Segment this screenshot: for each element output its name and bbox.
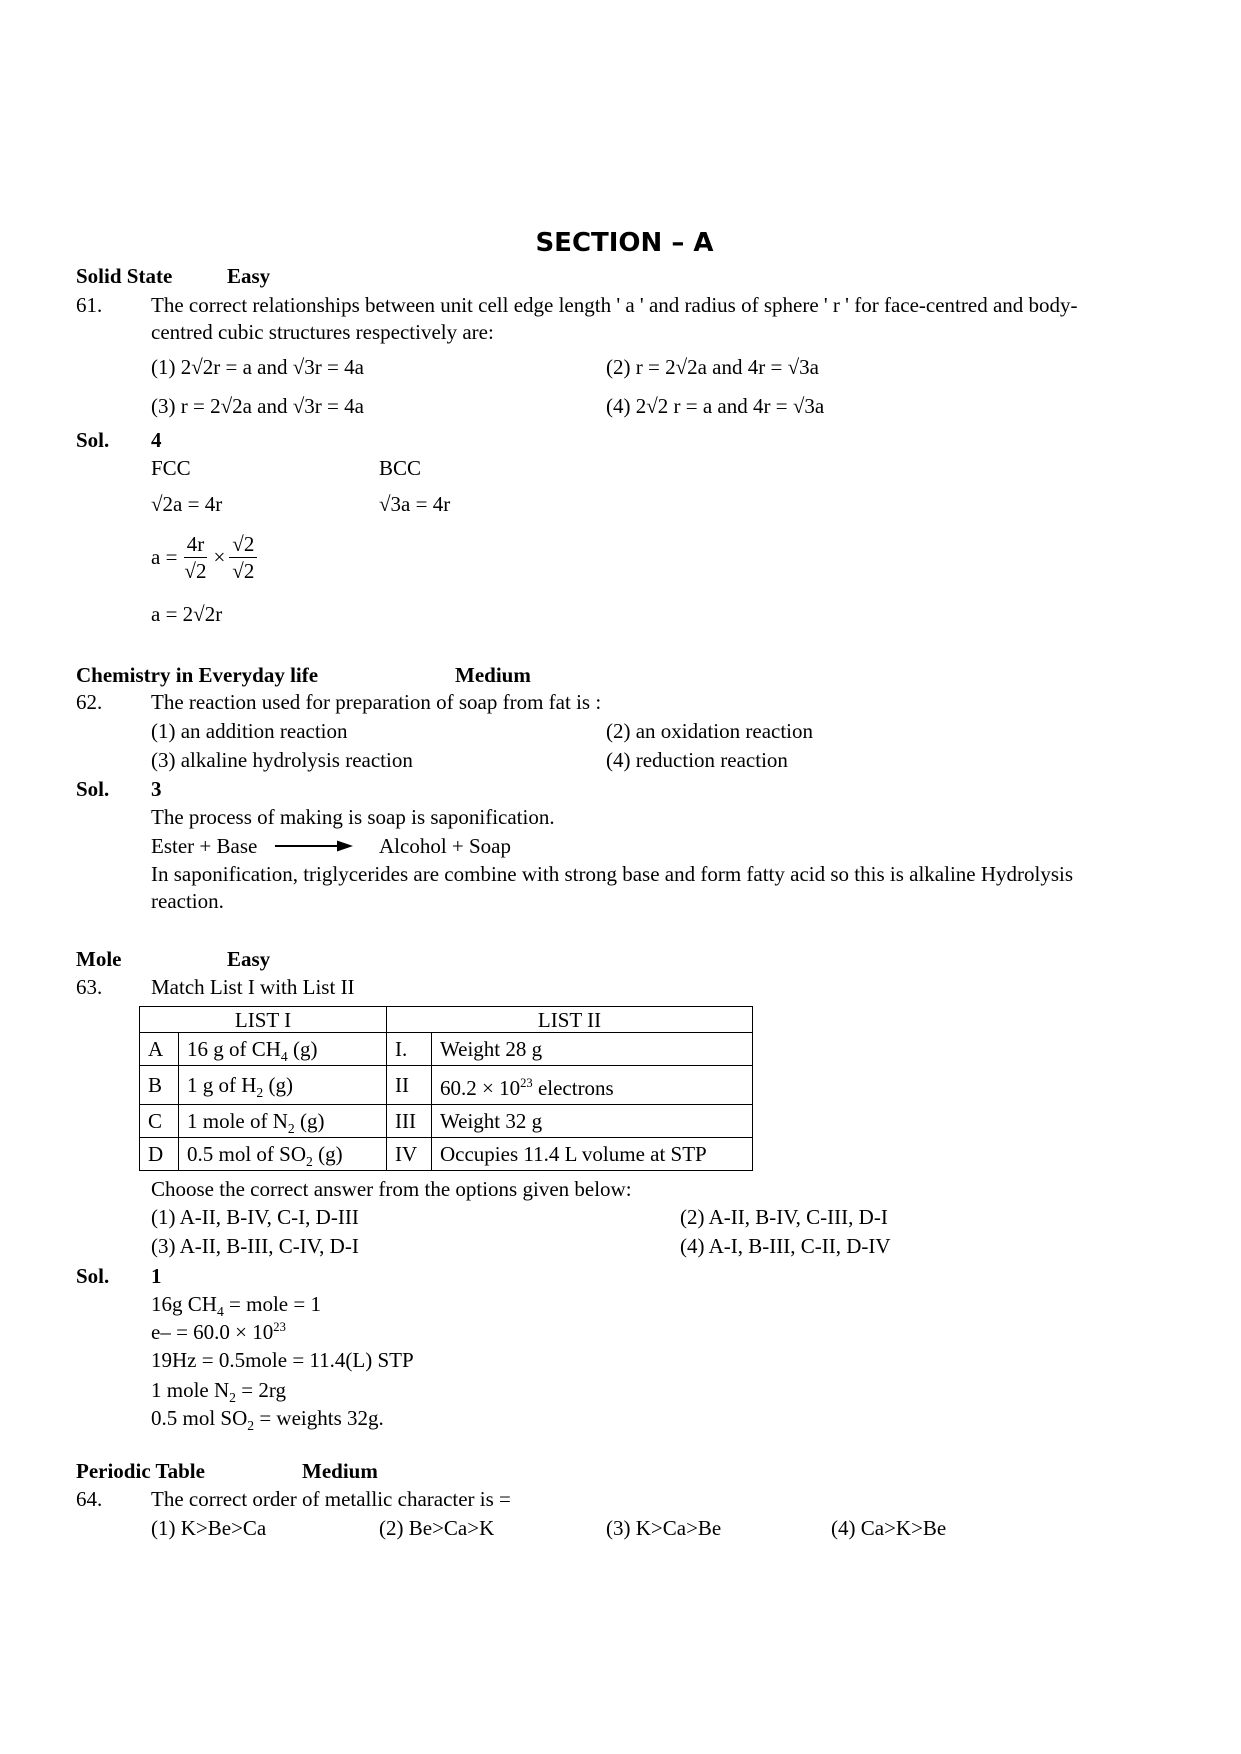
option-1: (1) A-II, B-IV, C-I, D-III bbox=[151, 1205, 359, 1229]
row-roman: III bbox=[387, 1105, 432, 1138]
list1-cell bbox=[179, 1105, 387, 1138]
fraction bbox=[181, 531, 209, 584]
question-text: centred cubic structures respectively are: bbox=[151, 320, 494, 344]
cell-text: 16 g of CH bbox=[187, 1037, 281, 1061]
question-text: Match List I with List II bbox=[151, 975, 355, 999]
solution-subscript: 2 bbox=[229, 1389, 236, 1405]
list1-cell bbox=[179, 1138, 387, 1171]
solution-label: Sol. bbox=[76, 777, 110, 801]
cell-subscript: 2 bbox=[287, 1120, 295, 1136]
fraction-numerator: √2 bbox=[229, 531, 257, 558]
reaction-products: Alcohol + Soap bbox=[379, 834, 511, 858]
list2-cell bbox=[432, 1138, 753, 1171]
table-row bbox=[140, 1105, 753, 1138]
topic-label: Periodic Table bbox=[76, 1459, 205, 1483]
topic-label: Mole bbox=[76, 947, 122, 971]
section-title: SECTION – A bbox=[535, 228, 714, 258]
option-3: (3) A-II, B-III, C-IV, D-I bbox=[151, 1234, 359, 1258]
option-3: (3) alkaline hydrolysis reaction bbox=[151, 748, 413, 772]
cell-superscript: 23 bbox=[520, 1075, 533, 1090]
cell-text: 0.5 mol of SO bbox=[187, 1142, 307, 1166]
list2-header: LIST II bbox=[387, 1007, 753, 1033]
option-1: (1) 2√2r = a and √3r = 4a bbox=[151, 355, 364, 379]
solution-text: e– = 60.0 × 10 bbox=[151, 1320, 274, 1344]
cell-text: (g) bbox=[294, 1109, 325, 1133]
option-4: (4) A-I, B-III, C-II, D-IV bbox=[680, 1234, 891, 1258]
fcc-label: FCC bbox=[151, 456, 191, 480]
difficulty-label: Medium bbox=[455, 663, 531, 687]
multiply-operator: × bbox=[213, 545, 226, 569]
cell-text: (g) bbox=[312, 1142, 343, 1166]
list2-cell bbox=[432, 1033, 753, 1066]
question-text: Choose the correct answer from the options given below: bbox=[151, 1177, 632, 1201]
reaction-arrow-icon bbox=[275, 839, 353, 853]
row-label: C bbox=[140, 1105, 179, 1138]
option-2: (2) an oxidation reaction bbox=[606, 719, 814, 743]
cell-text: Occupies 11.4 L volume at STP bbox=[440, 1142, 707, 1166]
row-roman: IV bbox=[387, 1138, 432, 1171]
cell-text: 60.2 × 10 bbox=[440, 1076, 521, 1100]
bcc-label: BCC bbox=[379, 456, 422, 480]
cell-subscript: 4 bbox=[280, 1048, 288, 1064]
solution-line bbox=[151, 1405, 384, 1431]
fraction-equation bbox=[151, 531, 261, 584]
cell-text: (g) bbox=[263, 1073, 293, 1097]
option-2: (2) A-II, B-IV, C-III, D-I bbox=[680, 1205, 888, 1229]
solution-text: The process of making is soap is saponification. bbox=[151, 805, 555, 829]
fraction-lhs: a = bbox=[151, 545, 178, 569]
solution-line bbox=[151, 1319, 286, 1345]
question-number: 62. bbox=[76, 690, 103, 714]
reaction-reactants: Ester + Base bbox=[151, 834, 258, 858]
cell-text: Weight 32 g bbox=[440, 1109, 543, 1133]
fraction bbox=[229, 531, 257, 584]
solution-text: = mole = 1 bbox=[223, 1292, 321, 1316]
question-number: 61. bbox=[76, 293, 103, 317]
solution-line bbox=[151, 1377, 286, 1403]
solution-text: 16g CH bbox=[151, 1292, 217, 1316]
solution-label: Sol. bbox=[76, 1264, 110, 1288]
list2-cell bbox=[432, 1105, 753, 1138]
solution-subscript: 4 bbox=[216, 1303, 224, 1319]
fraction-denominator: √2 bbox=[232, 559, 255, 583]
solution-result: a = 2√2r bbox=[151, 602, 223, 626]
solution-text: = weights 32g. bbox=[254, 1406, 384, 1430]
option-4: (4) Ca>K>Be bbox=[831, 1516, 947, 1540]
question-text: The reaction used for preparation of soap from fat is : bbox=[151, 690, 602, 714]
solution-answer: 4 bbox=[151, 428, 162, 452]
topic-label: Chemistry in Everyday life bbox=[76, 663, 319, 687]
cell-text: electrons bbox=[532, 1076, 614, 1100]
list2-cell bbox=[432, 1066, 753, 1105]
solution-text: In saponification, triglycerides are combine with strong base and form fatty acid so this is alkaline Hydrolysis bbox=[151, 862, 1074, 886]
solution-line: 19Hz = 0.5mole = 11.4(L) STP bbox=[151, 1348, 414, 1372]
match-table bbox=[139, 1006, 753, 1171]
table-row bbox=[140, 1066, 753, 1105]
question-text: The correct relationships between unit cell edge length ' a ' and radius of sphere ' r ' for face-centred and body- bbox=[151, 293, 1078, 317]
table-header-row bbox=[140, 1007, 753, 1033]
row-label: B bbox=[140, 1066, 179, 1105]
option-3: (3) r = 2√2a and √3r = 4a bbox=[151, 394, 364, 418]
difficulty-label: Medium bbox=[302, 1459, 378, 1483]
cell-text: (g) bbox=[287, 1037, 318, 1061]
option-3: (3) K>Ca>Be bbox=[606, 1516, 722, 1540]
row-label: A bbox=[140, 1033, 179, 1066]
question-number: 64. bbox=[76, 1487, 103, 1511]
cell-text: 1 mole of N bbox=[187, 1109, 288, 1133]
solution-label: Sol. bbox=[76, 428, 110, 452]
cell-subscript: 2 bbox=[306, 1153, 313, 1169]
bcc-equation: √3a = 4r bbox=[379, 492, 451, 516]
list1-cell bbox=[179, 1033, 387, 1066]
solution-text: 0.5 mol SO bbox=[151, 1406, 248, 1430]
cell-subscript: 2 bbox=[256, 1084, 264, 1100]
option-1: (1) an addition reaction bbox=[151, 719, 348, 743]
option-2: (2) r = 2√2a and 4r = √3a bbox=[606, 355, 819, 379]
fcc-equation: √2a = 4r bbox=[151, 492, 223, 516]
topic-label: Solid State bbox=[76, 264, 173, 288]
table-row bbox=[140, 1033, 753, 1066]
cell-text: Weight 28 g bbox=[440, 1037, 543, 1061]
option-4: (4) 2√2 r = a and 4r = √3a bbox=[606, 394, 825, 418]
solution-text: 1 mole N bbox=[151, 1378, 230, 1402]
cell-text: 1 g of H bbox=[187, 1073, 257, 1097]
solution-text: = 2rg bbox=[235, 1378, 286, 1402]
difficulty-label: Easy bbox=[227, 947, 271, 971]
solution-text: reaction. bbox=[151, 889, 224, 913]
solution-line bbox=[151, 1291, 321, 1317]
option-1: (1) K>Be>Ca bbox=[151, 1516, 267, 1540]
fraction-numerator: 4r bbox=[184, 531, 208, 558]
option-4: (4) reduction reaction bbox=[606, 748, 788, 772]
fraction-denominator: √2 bbox=[184, 559, 207, 583]
question-number: 63. bbox=[76, 975, 103, 999]
solution-answer: 3 bbox=[151, 777, 162, 801]
row-roman: II bbox=[387, 1066, 432, 1105]
solution-subscript: 2 bbox=[247, 1417, 255, 1433]
table-row bbox=[140, 1138, 753, 1171]
option-2: (2) Be>Ca>K bbox=[379, 1516, 495, 1540]
difficulty-label: Easy bbox=[227, 264, 271, 288]
list1-cell bbox=[179, 1066, 387, 1105]
list1-header: LIST I bbox=[140, 1007, 387, 1033]
solution-superscript: 23 bbox=[273, 1319, 286, 1334]
question-text: The correct order of metallic character is = bbox=[151, 1487, 511, 1511]
row-roman: I. bbox=[387, 1033, 432, 1066]
row-label: D bbox=[140, 1138, 179, 1171]
solution-answer: 1 bbox=[151, 1264, 162, 1288]
